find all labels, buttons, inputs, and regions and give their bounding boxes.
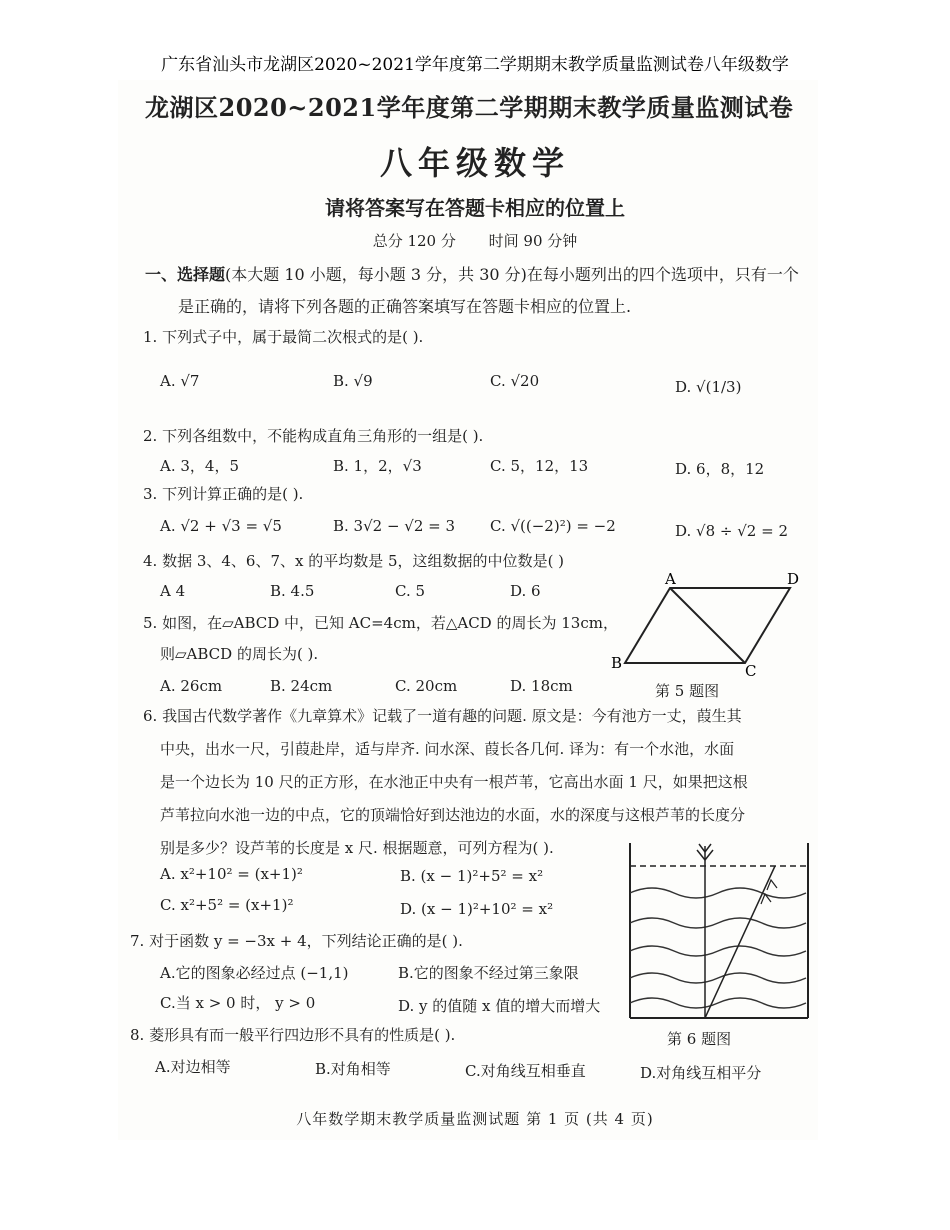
question-5-figure-caption: 第 5 题图 [655,682,720,700]
question-2-option-a: A. 3，4，5 [160,457,239,475]
question-6-stem-line-2: 中央，出水一尺，引葭赴岸，适与岸齐. 问水深、葭长各几何. 译为：有一个水池，水面 [160,740,735,758]
question-6-figure [625,838,815,1023]
water-wave [630,918,806,928]
document-header: 广东省汕头市龙湖区2020~2021学年度第二学期期末教学质量监测试卷八年级数学 [161,55,789,75]
question-8-stem: 8. 菱形具有而一般平行四边形不具有的性质是( ). [130,1026,456,1044]
question-8-option-d: D.对角线互相平分 [640,1064,762,1082]
exam-notice: 请将答案写在答题卡相应的位置上 [325,196,625,220]
water-wave [630,888,806,898]
question-6-option-b: B. (x − 1)²+5² = x² [400,867,544,885]
question-8-option-b: B.对角相等 [315,1060,391,1078]
question-7-option-c: C.当 x > 0 时， y > 0 [160,994,316,1012]
reed-pulled [705,866,775,1018]
question-8-option-c: C.对角线互相垂直 [465,1062,586,1080]
question-4-option-a: A 4 [160,582,186,600]
question-6-stem-line-5: 别是多少？设芦苇的长度是 x 尺. 根据题意，可列方程为( ). [160,839,554,857]
section-1-desc-line2: 是正确的，请将下列各题的正确答案填写在答题卡相应的位置上. [178,297,632,316]
point-b-label: B [611,654,623,672]
question-4-option-b: B. 4.5 [270,582,315,600]
question-2-option-b: B. 1，2，√3 [333,457,422,475]
question-5-option-d: D. 18cm [510,677,573,695]
exam-title: 龙湖区2020~2021学年度第二学期期末教学质量监测试卷 [145,93,794,122]
question-5-option-a: A. 26cm [160,677,223,695]
question-1-stem: 1. 下列式子中，属于最简二次根式的是( ). [143,328,424,346]
exam-time: 时间 90 分钟 [488,232,578,250]
question-6-option-a: A. x²+10² = (x+1)² [160,865,303,883]
question-2-option-c: C. 5，12，13 [490,457,589,475]
question-6-option-d: D. (x − 1)²+10² = x² [400,900,554,918]
question-6-stem-line-3: 是一个边长为 10 尺的正方形，在水池正中央有一根芦苇，它高出水面 1 尺，如果把这根 [160,773,748,791]
question-6-stem-line-1: 6. 我国古代数学著作《九章算术》记载了一道有趣的问题. 原文是：今有池方一丈，葭生其 [143,707,742,725]
question-7-option-b: B.它的图象不经过第三象限 [398,964,579,982]
question-2-stem: 2. 下列各组数中，不能构成直角三角形的一组是( ). [143,427,484,445]
question-1-option-b: B. √9 [333,372,373,390]
question-4-option-c: C. 5 [395,582,426,600]
water-wave [630,946,806,956]
point-d-label: D [787,570,800,588]
section-1-desc-line1: (本大题 10 小题，每小题 3 分，共 30 分)在每小题列出的四个选项中，只有一个 [225,265,799,284]
question-6-stem-line-4: 芦苇拉向水池一边的中点，它的顶端恰好到达池边的水面，水的深度与这根芦苇的长度分 [160,806,746,824]
exam-meta [0,230,950,251]
section-1-heading: 一、选择题 [145,265,226,284]
exam-subject: 八年级数学 [379,144,570,182]
question-5-option-b: B. 24cm [270,677,333,695]
question-3-stem: 3. 下列计算正确的是( ). [143,485,304,503]
question-7-option-d: D. y 的值随 x 值的增大而增大 [398,997,601,1015]
question-5-figure [605,568,810,678]
question-1-option-d: D. √(1/3) [675,378,742,396]
question-7-stem: 7. 对于函数 y = −3x + 4，下列结论正确的是( ). [130,932,463,950]
section-1-heading-line [145,262,799,285]
question-4-stem: 4. 数据 3、4、6、7、x 的平均数是 5，这组数据的中位数是( ) [143,552,565,570]
question-4-option-d: D. 6 [510,582,541,600]
water-wave [630,998,806,1008]
question-1-option-c: C. √20 [490,372,540,390]
question-3-option-c: C. √((−2)²) = −2 [490,517,616,535]
point-a-label: A [665,570,676,588]
water-wave [630,973,806,983]
question-8-option-a: A.对边相等 [155,1058,231,1076]
question-5-stem: 5. 如图，在▱ABCD 中，已知 AC=4cm，若△ACD 的周长为 13cm， [143,614,618,632]
question-7-option-a: A.它的图象必经过点 (−1,1) [160,964,349,982]
question-1-option-a: A. √7 [160,372,200,390]
question-3-option-b: B. 3√2 − √2 = 3 [333,517,456,535]
question-2-option-d: D. 6，8，12 [675,460,765,478]
question-5-stem-2: 则▱ABCD 的周长为( ). [160,645,319,663]
question-6-option-c: C. x²+5² = (x+1)² [160,896,294,914]
point-c-label: C [745,662,757,678]
question-6-figure-caption: 第 6 题图 [667,1030,732,1048]
question-3-option-d: D. √8 ÷ √2 = 2 [675,522,788,540]
total-score: 总分 120 分 [372,232,456,250]
page-footer: 八年数学期末教学质量监测试题 第 1 页 (共 4 页) [296,1110,654,1128]
question-5-option-c: C. 20cm [395,677,458,695]
question-3-option-a: A. √2 + √3 = √5 [160,517,282,535]
diagonal-ac [670,588,745,663]
